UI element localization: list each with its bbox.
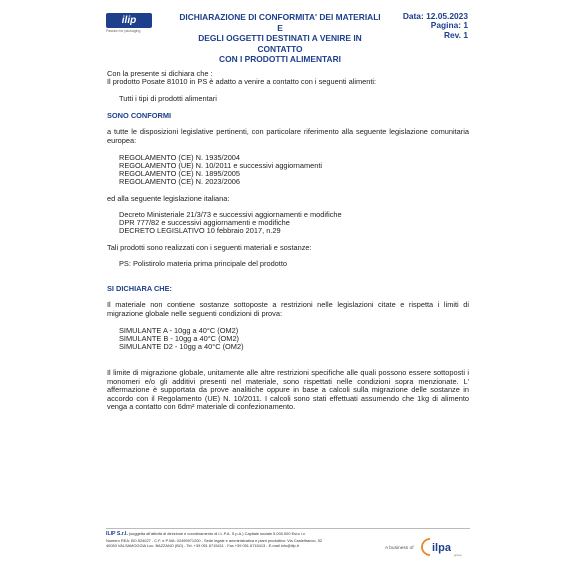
foods-line: Tutti i tipi di prodotti alimentari xyxy=(119,94,217,103)
italian-intro: ed alla seguente legislazione italiana: xyxy=(107,194,230,203)
ilip-logo xyxy=(106,13,152,35)
footer-line xyxy=(106,531,376,538)
footer-company-info xyxy=(106,531,376,549)
eu-regulation: REGOLAMENTO (CE) N. 2023/2006 xyxy=(119,177,241,186)
ilpa-arc-icon xyxy=(422,539,430,555)
declares-text: Il materiale non contiene sostanze sottoposte a restrizioni nelle legislazioni citate e rispetta i limiti di migrazione globale nelle seguenti condizioni di prova: xyxy=(107,300,469,318)
italian-regulation: Decreto Ministeriale 21/3/73 e successivi aggiornamenti e modifiche xyxy=(119,210,342,219)
eu-regulation: REGOLAMENTO (CE) N. 1935/2004 xyxy=(119,153,241,162)
intro-line: Il prodotto Posate 81010 in PS è adatto a venire a contatto con i seguenti alimenti: xyxy=(107,77,377,86)
document-date: Data: 12.05.2023 xyxy=(402,11,468,21)
footer-line: 40053 VALSAMOGGIA Loc. BAZZANO (BO) - Tel. +39 051 6715411 - Fax +39 051 6715413 - E-mail info@ilip.it xyxy=(106,543,299,549)
logo-tagline: Passion for packaging xyxy=(106,29,141,33)
logo-badge xyxy=(106,13,152,28)
materials-intro: Tali prodotti sono realizzati con i seguenti materiali e sostanze: xyxy=(107,243,312,252)
revision: Rev. 1 xyxy=(443,29,468,40)
footer-company-name: ILIP S.r.l. xyxy=(106,531,128,537)
eu-regulation: REGOLAMENTO (UE) N. 10/2011 e successivi aggiornamenti xyxy=(119,161,323,170)
title-line: CON I PRODOTTI ALIMENTARI xyxy=(219,54,341,64)
title-line: DEGLI OGGETTI DESTINATI A VENIRE IN CONTATTO xyxy=(198,33,362,54)
simulant-line: SIMULANTE A - 10gg a 40°C (OM2) xyxy=(119,326,239,335)
business-of-label: A business of xyxy=(385,546,414,551)
intro-line: Con la presente si dichiara che : xyxy=(107,69,213,78)
conform-text: a tutte le disposizioni legislative pertinenti, con particolare riferimento alla seguente legislazione comunitaria europea: xyxy=(107,127,469,145)
page-number: Pagina: 1 xyxy=(430,20,468,31)
italian-regulation: DECRETO LEGISLATIVO 10 febbraio 2017, n.29 xyxy=(119,226,281,235)
ilpa-logo xyxy=(420,535,470,559)
footer-line-rest: (soggetta all'attività di direzione e coordinamento di I.L.P.A. S.p.A.) Capitale sociale 5.000.000 Euro i.v. xyxy=(127,531,306,536)
ilpa-wordmark: ilpa xyxy=(432,542,451,554)
logo-text: ilip xyxy=(121,15,137,26)
material-line: PS: Polistirolo materia prima principale del prodotto xyxy=(119,259,288,268)
footer-divider xyxy=(106,528,470,529)
footer-line: Numero REA: BO 524027 - C.F. e P.IVA: 02499971200 - Sede legale e amministrativa e plant produttivo: Via Castelfranco, 52 xyxy=(106,537,323,543)
simulant-line: SIMULANTE D2 - 10gg a 40°C (OM2) xyxy=(119,342,244,351)
ilpa-group-tag: group xyxy=(454,553,462,557)
eu-regulation: REGOLAMENTO (CE) N. 1895/2005 xyxy=(119,169,241,178)
italian-regulation: DPR 777/82 e successivi aggiornamenti e modifiche xyxy=(119,218,290,227)
title-line: DICHIARAZIONE DI CONFORMITA' DEI MATERIALI E xyxy=(179,12,381,33)
document-meta xyxy=(396,12,468,40)
document-title xyxy=(176,12,384,65)
simulant-line: SIMULANTE B - 10gg a 40°C (OM2) xyxy=(119,334,240,343)
migration-text: Il limite di migrazione globale, unitamente alle altre restrizioni specifiche alle quali possono essere sottoposti i monomeri e/o gli additivi presenti nel materiale, sono rispettati nelle condizioni sopra menzionate. L' affermazione è supportata da prove analitiche oppure in base a calcoli sulla migrazione delle sostanze in accordo con il Regolamento (UE) N. 10/2011. I calcoli sono stati effettuati assumendo che 1kg di alimento venga a contatto con 6dm² materiale di confezionamento. xyxy=(107,368,469,412)
conform-heading: SONO CONFORMI xyxy=(107,111,172,120)
declares-heading: SI DICHIARA CHE: xyxy=(107,284,173,293)
